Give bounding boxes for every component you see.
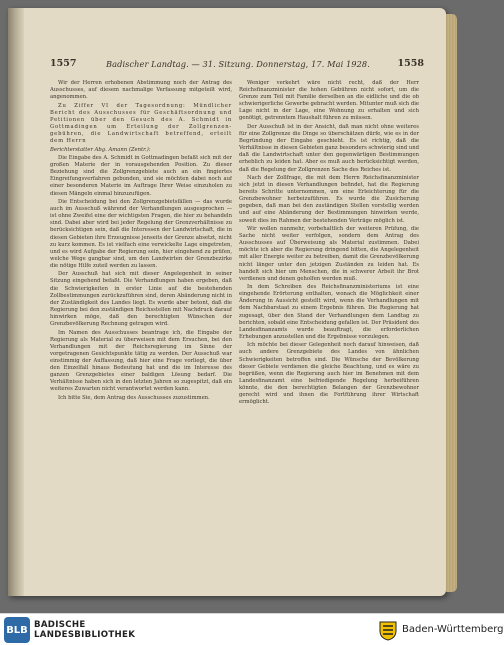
paragraph: Nach der Zollfrage, die mit dem Herrn Reichsfinanzminister sich jetzt in diesen Verhandlungen befindet, hat die Regierung bereits Schritte unternommen, um eine Erleichterung für die Grenzbewohner herbeizuführen. Es wurde die Zusicherung gegeben, daß man bei den zuständigen Stellen vorstellig werden und auf eine Abänderung der Bestimmungen hinwirken werde, soweit dies im Rahmen der bestehenden Verträge möglich ist. xyxy=(239,175,419,224)
paragraph: Die Eingabe des A. Schmidt in Gottmadingen befaßt sich mit der großen Materie der in vorausgehenden Position. Zu dieser Beziehung sind die Zollgrenzgebiete auch an ein fingiertes Eingreifungsverfahren gebunden, und sie möchten dabei noch auf einer besonderen Materie im Auftrage Ihrer Weise einzuholen zu diesen Mängeln einmal hinzuzufügen. xyxy=(50,155,232,197)
paragraph: Wir der Herren erhobenen Abstimmung noch der Antrag des Ausschusses, auf diesem nachmalige Verfassung mitgeteilt wird, angenommen. xyxy=(50,80,232,101)
library-name-line1: BADISCHE xyxy=(34,620,86,630)
library-name[interactable] xyxy=(34,620,135,640)
paragraph: Ich bitte Sie, dem Antrag des Ausschusses zuzustimmen. xyxy=(58,394,210,401)
running-head xyxy=(50,58,432,70)
paragraph: In dem Schreiben des Reichsfinanzministeriums ist eine eingehende Erörterung enthalten, wonach die Möglichkeit einer Änderung in Aussicht gestellt wird, wenn die Verhandlungen mit dem Nachbarstaat zu einem Ergebnis führen. Die Regierung hat zugesagt, über den Stand der Verhandlungen dem Landtag zu berichten, sobald eine Entscheidung gefallen ist. Der Präsident des Landesfinanzamts wurde beauftragt, die erforderlichen Erhebungen anzustellen und die Ergebnisse vorzulegen. xyxy=(239,284,419,340)
paragraph: Ich möchte bei dieser Gelegenheit noch darauf hinweisen, daß auch andere Grenzgebiete des Landes von ähnlichen Schwierigkeiten betroffen sind. Die Wünsche der Bevölkerung dieser Gebiete verdienen die gleiche Beachtung, und es wäre zu begrüßen, wenn die Regierung auch hier im Benehmen mit dem Landesfinanzamt eine befriedigende Regelung herbeiführen könnte, die den berechtigten Belangen der Grenzbewohner gerecht wird und ihnen die Fortführung ihrer Wirtschaft ermöglicht. xyxy=(239,342,419,406)
text-column-right xyxy=(239,80,419,588)
paragraph: Wir wollen nunmehr, vorbehaltlich der weiteren Prüfung, die Sache nicht weiter verfolgen, sondern dem Antrag des Ausschusses auf Überweisung als Material zustimmen. Dabei möchte ich aber die Regierung dringend bitten, die Angelegenheit mit aller Energie weiter zu betreiben, damit die Grenzbevölkerung nicht länger unter den jetzigen Zuständen zu leiden hat. Es handelt sich hier um Menschen, die in schwerer Arbeit ihr Brot verdienen und denen geholfen werden muß. xyxy=(239,226,419,282)
running-title: Badischer Landtag. — 31. Sitzung. Donnerstag, 17. Mai 1928. xyxy=(106,59,370,69)
paragraph: Der Ausschuß ist in der Ansicht, daß man nicht ohne weiteres für eine Zollgrenze die Dinge so überschätzen dürfe, wie es in der Begründung der Eingabe geschieht. Es ist richtig, daß die Verhältnisse in diesen Gebieten ganz besonders schwierig sind und daß die Landwirtschaft unter den gegenwärtigen Bestimmungen erheblich zu leiden hat. Aber es muß auch berücksichtigt werden, daß die Regelung der Zollgrenzen Sache des Reiches ist. xyxy=(239,123,419,173)
blb-logo[interactable]: BLB xyxy=(4,617,30,643)
book-spread xyxy=(8,8,446,596)
paragraph: Im Namen des Ausschusses beantrage ich, die Eingabe der Regierung als Material zu überweisen mit dem Ersuchen, bei den Verhandlungen mit der Reichsregierung im Sinne der vorgetragenen Gesichtspunkte tätig zu werden. Der Ausschuß war einstimmig der Auffassung, daß hier eine Frage vorliegt, die über den Einzelfall hinaus Bedeutung hat und die im Interesse des ganzen Grenzgebietes einer baldigen Lösung bedarf. Die Verhältnisse haben sich in den letzten Jahren so zugespitzt, daß ein weiteres Zuwarten nicht verantwortet werden kann. xyxy=(50,329,232,393)
paragraph: Weniger verkehrt wäre nicht recht, daß der Herr Reichsfinanzminister die hohen Gebühren nicht sofort, um die Grenze zum Teil mit Familie derselben an die eidliche und die ob schwierigerliche Gewerbe gebracht werden. Mitunter muß sich die Lage nicht in der Lage, eine Wohnung zu erhalten und sich genötigt, getrenntem Haushalt führen zu müssen. xyxy=(239,80,419,122)
state-crest-icon xyxy=(378,619,398,641)
page-edges xyxy=(446,14,457,592)
book-gutter xyxy=(8,8,24,596)
paragraph: Der Ausschuß hat sich mit dieser Angelegenheit in seiner Sitzung eingehend befaßt. Die Verhandlungen haben ergeben, daß die Schwierigkeiten in erster Linie auf die bestehenden Zollbestimmungen zurückzuführen sind, deren Abänderung nicht in der Zuständigkeit des Landes liegt. Es wurde aber betont, daß die Regierung bei den zuständigen Reichsstellen mit Nachdruck darauf hinwirken möge, daß den berechtigten Wünschen der Grenzbevölkerung Rechnung getragen wird. xyxy=(50,271,232,328)
page-number-left: 1557 xyxy=(50,58,77,69)
paragraph: Die Entscheidung bei den Zollgrenzgebietsfällen — das wurde auch im Ausschuß während der Verhandlungen ausgesprochen — ist ohne Zweifel eine der wichtigsten Fragen, die hier zu behandeln sind. Dabei aber wird bei jeder Regelung der Grenzverhältnisse zu berücksichtigen sein, daß die Interessen der Landwirtschaft, die in diesen Gebieten ihre Erzeugnisse jenseits der Grenze absetzt, nicht zu kurz kommen. Es ist vielfach eine verwickelte Lage eingetreten, und es wird Aufgabe der Regierung sein, hier eingehend zu prüfen, welche Wege gangbar sind, um den Landwirten der Grenzbezirke die nötige Hilfe zuteil werden zu lassen. xyxy=(50,199,232,269)
state-name[interactable]: Baden-Württemberg xyxy=(402,624,504,635)
text-column-left xyxy=(50,80,232,588)
library-name-line2: LANDESBIBLIOTHEK xyxy=(34,630,136,640)
page-number-right: 1558 xyxy=(397,58,424,69)
speaker-line: Berichterstatter Abg. Amann (Zentr.): xyxy=(50,146,151,153)
paragraph: Zu Ziffer VI der Tagesordnung: Mündlicher Bericht des Ausschusses für Geschäftsordnung und Petitionen über den Gesuch des A. Schmidt in Gottmadingen um Erteilung der Zollgrenzen-gebühren, die Landwirtschaft betreffend, erteilt dem Herrn xyxy=(50,102,232,145)
scanned-page xyxy=(26,8,444,596)
footer-bar xyxy=(0,613,504,645)
